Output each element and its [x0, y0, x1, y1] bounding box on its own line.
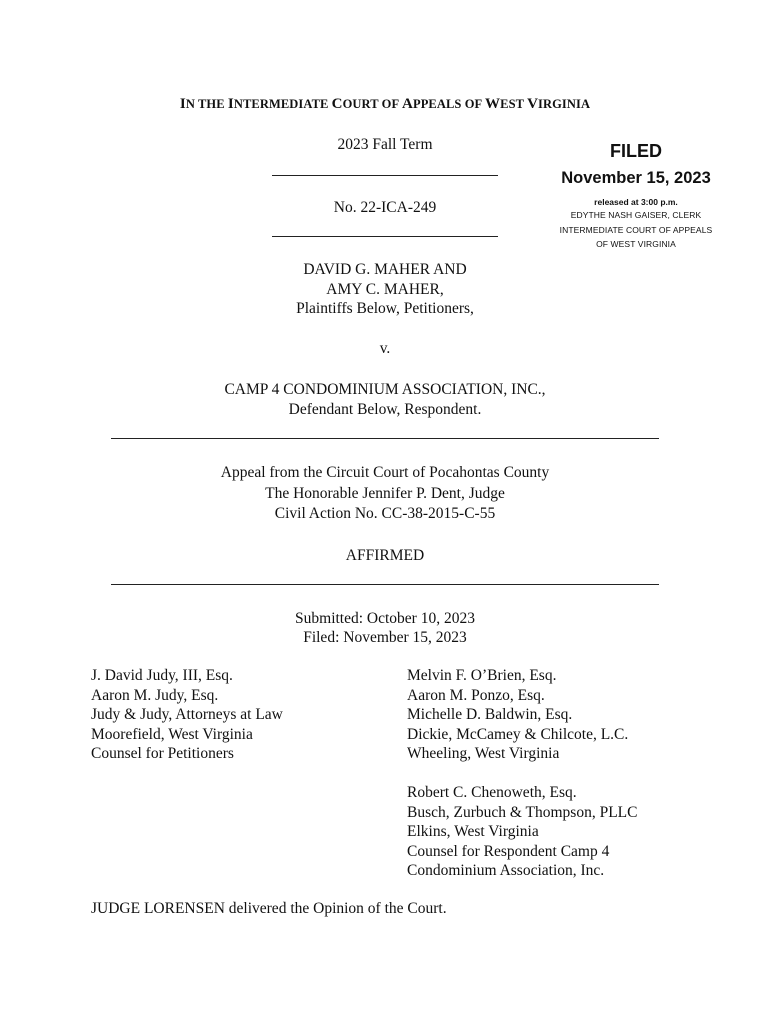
court-title-rest: OURT OF: [342, 97, 403, 111]
divider: [111, 438, 659, 439]
opinion-delivered: JUDGE LORENSEN delivered the Opinion of the Court.: [91, 900, 447, 917]
filed-stamp-court: OF WEST VIRGINIA: [596, 239, 676, 249]
counsel-line: Wheeling, West Virginia: [407, 745, 560, 762]
filed-stamp-clerk: EDYTHE NASH GAISER, CLERK: [570, 210, 702, 220]
court-title-cap: W: [485, 96, 501, 112]
counsel-line: Moorefield, West Virginia: [91, 725, 253, 743]
versus: v.: [379, 340, 391, 357]
court-title: [0, 96, 770, 113]
filed-stamp-label: FILED: [610, 141, 662, 161]
disposition: AFFIRMED: [345, 547, 425, 564]
counsel-line: Melvin F. O’Brien, Esq.: [407, 667, 557, 684]
respondent-name: CAMP 4 CONDOMINIUM ASSOCIATION, INC.,: [224, 381, 546, 398]
filed-stamp-date: November 15, 2023: [561, 169, 711, 187]
counsel-line: Counsel for Respondent Camp 4: [407, 842, 610, 860]
counsel-petitioners: [91, 666, 283, 764]
court-title-cap: V: [527, 96, 539, 112]
case-number: No. 22-ICA-249: [333, 199, 437, 216]
court-title-cap: A: [402, 96, 413, 112]
court-title-rest: PPEALS OF: [412, 97, 486, 111]
court-title-cap: I: [227, 96, 234, 112]
divider: [272, 236, 498, 237]
court-title-rest: NTERMEDIATE: [233, 97, 332, 111]
counsel-line: Robert C. Chenoweth, Esq.: [407, 784, 577, 801]
court-title-cap: C: [331, 96, 343, 112]
counsel-line: Dickie, McCamey & Chilcote, L.C.: [407, 725, 629, 743]
filed-stamp-court: INTERMEDIATE COURT OF APPEALS: [559, 225, 713, 235]
filed-stamp-released: released at 3:00 p.m.: [594, 197, 678, 207]
petitioner-name: AMY C. MAHER,: [326, 281, 444, 298]
term: 2023 Fall Term: [337, 136, 433, 153]
court-title-cap: I: [179, 96, 186, 112]
counsel-respondent-group-1: [407, 666, 628, 764]
petitioner-name: DAVID G. MAHER AND: [303, 261, 467, 278]
respondent-role: Defendant Below, Respondent.: [288, 401, 482, 418]
counsel-line: J. David Judy, III, Esq.: [91, 667, 233, 684]
court-title-rest: EST: [500, 97, 528, 111]
counsel-respondent-group-2: [407, 783, 638, 881]
counsel-line: Counsel for Petitioners: [91, 745, 234, 762]
counsel-line: Aaron M. Judy, Esq.: [91, 686, 219, 704]
submitted-date: Submitted: October 10, 2023: [295, 610, 475, 627]
counsel-line: Michelle D. Baldwin, Esq.: [407, 706, 573, 723]
counsel-line: Judy & Judy, Attorneys at Law: [91, 706, 283, 723]
counsel-line: Elkins, West Virginia: [407, 823, 539, 840]
appeal-judge: The Honorable Jennifer P. Dent, Judge: [265, 485, 505, 502]
filed-date: Filed: November 15, 2023: [303, 629, 467, 646]
civil-action-number: Civil Action No. CC-38-2015-C-55: [274, 505, 496, 522]
court-title-rest: IRGINIA: [538, 97, 591, 111]
counsel-line: Busch, Zurbuch & Thompson, PLLC: [407, 803, 638, 821]
petitioner-role: Plaintiffs Below, Petitioners,: [296, 300, 474, 317]
court-title-rest: N THE: [185, 97, 228, 111]
divider: [111, 584, 659, 585]
counsel-line: Aaron M. Ponzo, Esq.: [407, 686, 545, 704]
appeal-court: Appeal from the Circuit Court of Pocahontas County: [220, 464, 550, 481]
counsel-line: Condominium Association, Inc.: [407, 862, 605, 879]
divider: [272, 175, 498, 176]
